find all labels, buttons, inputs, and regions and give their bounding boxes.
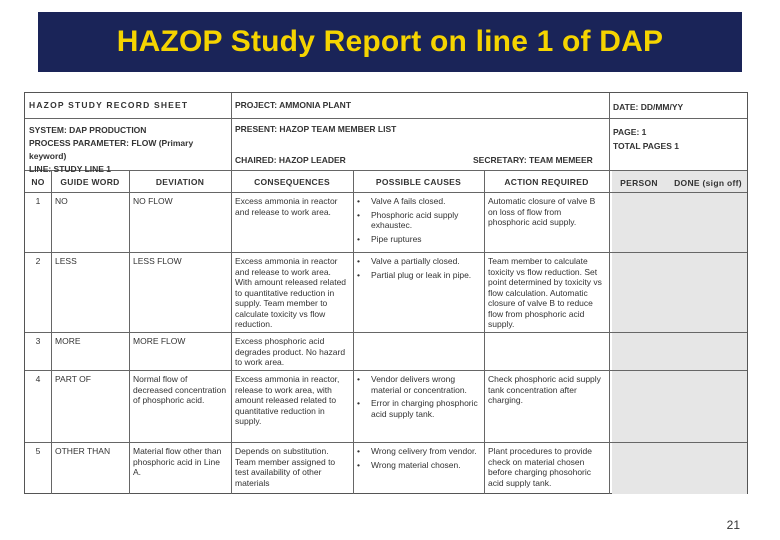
row-action: Team member to calculate toxicity vs flow reduction. Set point determined by toxicity vs flow calculation. Automatic closure of valve B to reduce flow from phosphoric acid supply. [488, 256, 602, 329]
row-guide-word: OTHER THAN [55, 446, 111, 456]
row-no: 2 [35, 256, 41, 266]
row-consequences: Excess ammonia in reactor, release to work area, with amount released related to quantitative reduction in supply. [235, 374, 340, 426]
table-row [25, 333, 747, 371]
row-causes [353, 253, 484, 286]
process-parameter-label: PROCESS PARAMETER: FLOW (Primary keyword) [29, 138, 194, 161]
system-info [25, 119, 231, 179]
row-consequences: Excess ammonia in reactor and release to work area. [235, 196, 338, 217]
record-sheet-label: HAZOP STUDY RECORD SHEET [29, 100, 189, 110]
row-action: Automatic closure of valve B on loss of flow from phosphoric acid supply. [488, 196, 596, 227]
table-row [25, 443, 747, 494]
col-header-guide-word: GUIDE WORD [60, 177, 120, 187]
row-guide-word: LESS [55, 256, 77, 266]
page-info [609, 119, 747, 156]
cause-item: • Pipe ruptures [357, 234, 480, 245]
person-done-shading [612, 333, 747, 370]
col-header-action-required: ACTION REQUIRED [504, 177, 589, 187]
col-header-possible-causes: POSSIBLE CAUSES [375, 177, 462, 187]
cause-item: • Error in charging phosphoric acid supply tank. [357, 398, 480, 419]
date-label: DATE: DD/MM/YY [613, 102, 684, 112]
col-header-consequences: CONSEQUENCES [254, 177, 330, 187]
cause-item: • Vendor delivers wrong material or concentration. [357, 374, 480, 395]
sheet-header-row [25, 93, 747, 119]
sheet-info-row [25, 119, 747, 174]
row-consequences: Depends on substitution. Team member assigned to test availability of other materials [235, 446, 336, 488]
row-deviation: Material flow other than phosphoric acid in Line A. [133, 446, 222, 477]
col-header-done: DONE (sign off) [674, 178, 742, 188]
col-header-no: NO [31, 177, 45, 187]
row-deviation: NO FLOW [133, 196, 173, 206]
row-guide-word: MORE [55, 336, 81, 346]
project-label: PROJECT: AMMONIA PLANT [235, 100, 352, 110]
chaired-label: CHAIRED: HAZOP LEADER [235, 155, 346, 165]
line-label: LINE: STUDY LINE 1 [29, 164, 112, 174]
table-row [25, 193, 747, 253]
row-no: 4 [35, 374, 41, 384]
person-done-shading [612, 193, 747, 252]
row-causes [353, 371, 484, 425]
cause-item: • Wrong material chosen. [357, 460, 480, 471]
row-action: Plant procedures to provide check on material chosen before charging phosohoric acid supply tank. [488, 446, 592, 488]
row-guide-word: PART OF [55, 374, 91, 384]
cause-item: • Phosphoric acid supply exhaustec. [357, 210, 480, 231]
person-done-shading [612, 371, 747, 442]
row-deviation: Normal flow of decreased concentration of phosphoric acid. [133, 374, 227, 405]
row-no: 1 [35, 196, 41, 206]
table-row [25, 253, 747, 333]
cause-item: • Valve a partially closed. [357, 256, 480, 267]
row-deviation: MORE FLOW [133, 336, 186, 346]
col-header-deviation: DEVIATION [155, 177, 205, 187]
present-label: PRESENT: HAZOP TEAM MEMBER LIST [235, 124, 397, 134]
cause-item: • Partial plug or leak in pipe. [357, 270, 480, 281]
title-banner [38, 12, 742, 72]
system-label: SYSTEM: DAP PRODUCTION [29, 125, 147, 135]
row-consequences: Excess ammonia in reactor and release to work area. With amount released related to quantitative reduction in supply. Team member to calculate toxicity vs flow reduction. [235, 256, 347, 329]
row-causes [353, 443, 484, 476]
row-causes [353, 193, 484, 250]
person-done-shading [612, 253, 747, 332]
column-header-row [25, 171, 747, 193]
row-action: Check phosphoric acid supply tank concentration after charging. [488, 374, 601, 405]
slide-title: HAZOP Study Report on line 1 of DAP [116, 25, 664, 58]
row-deviation: LESS FLOW [133, 256, 182, 266]
cause-item: • Wrong celivery from vendor. [357, 446, 480, 457]
col-header-person: PERSON [620, 178, 658, 188]
row-consequences: Excess phosphoric acid degrades product. No hazard to work area. [235, 336, 346, 367]
total-pages-label: TOTAL PAGES 1 [613, 141, 679, 151]
cause-item: • Valve A fails closed. [357, 196, 480, 207]
page-number: 21 [726, 518, 740, 532]
hazop-record-sheet [24, 92, 748, 494]
page-label: PAGE: 1 [613, 127, 647, 137]
secretary-label: SECRETARY: TEAM MEMEER [473, 155, 593, 165]
row-no: 5 [35, 446, 41, 456]
person-done-shading [612, 443, 747, 494]
table-row [25, 371, 747, 443]
row-no: 3 [35, 336, 41, 346]
row-guide-word: NO [55, 196, 68, 206]
